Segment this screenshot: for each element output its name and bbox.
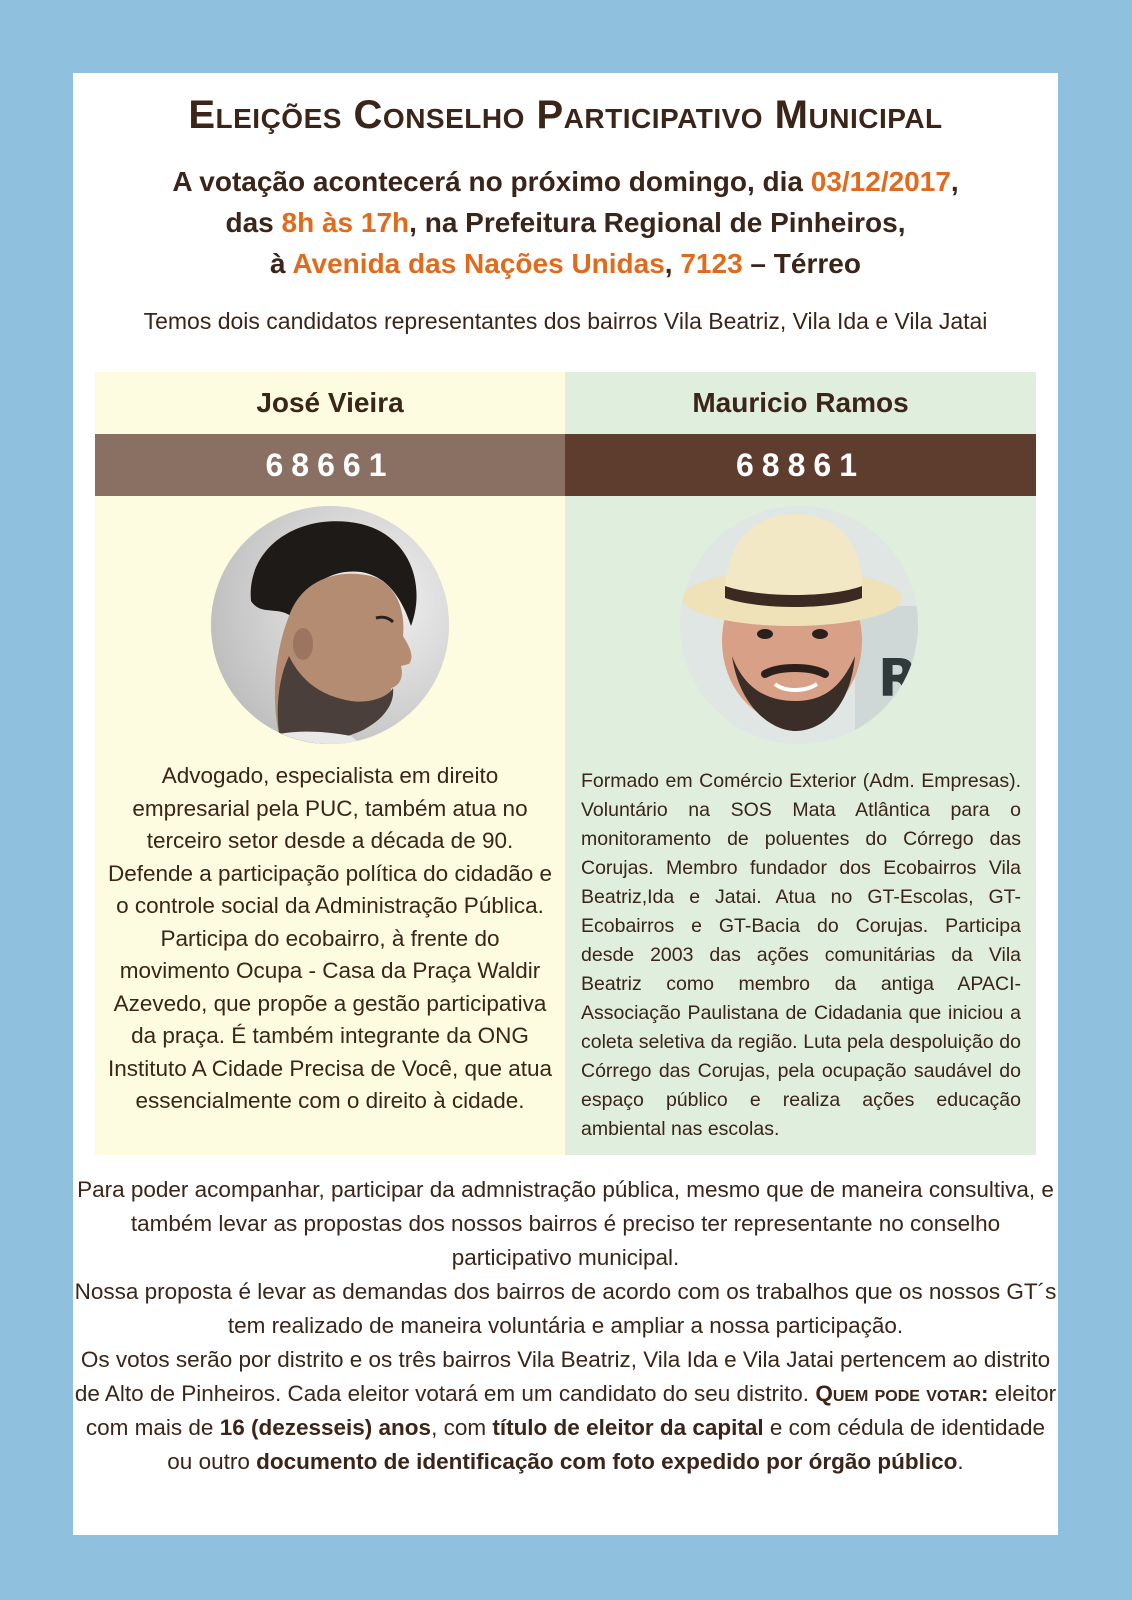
minimum-age: 16 (dezesseis) anos bbox=[219, 1415, 432, 1440]
page-title: Eleições Conselho Participativo Municipal bbox=[188, 93, 943, 137]
footer-paragraph-2: Nossa proposta é levar as demandas dos bairros de acordo com os trabalhos que os nossos GT´s tem realizado de maneira voluntária e ampliar a nossa participação. bbox=[74, 1279, 1057, 1338]
election-hours: 8h às 17h bbox=[281, 207, 410, 238]
candidate-number: 68661 bbox=[95, 434, 565, 496]
footer-paragraph-1: Para poder acompanhar, participar da admnistração pública, mesmo que de maneira consultiva, e também levar as propostas dos nossos bairros é preciso ter representante no conselho participativo municipal. bbox=[77, 1177, 1054, 1270]
photo-id-requirement: documento de identificação com foto expedido por órgão público bbox=[256, 1449, 958, 1474]
candidate-card-jose-vieira bbox=[95, 372, 565, 1155]
election-date: 03/12/2017 bbox=[810, 166, 951, 197]
candidate-bio: Advogado, especialista em direito empresarial pela PUC, também atua no terceiro setor desde a década de 90. Defende a participação política do cidadão e o controle social da Administração Pública. Participa do ecobairro, à frente do movimento Ocupa - Casa da Praça Waldir Azevedo, que propõe a gestão participativa da praça. É também integrante da ONG Instituto A Cidade Precisa de Você, que atua essencialmente com o direito à cidade. bbox=[107, 763, 553, 1113]
footer-paragraph-3: Os votos serão por distrito e os três bairros Vila Beatriz, Vila Ida e Vila Jatai pertencem ao distrito de Alto de Pinheiros. Cada eleitor votará em um candidato do seu distrito. bbox=[74, 1347, 1051, 1406]
candidate-photo-jose-vieira bbox=[211, 506, 449, 744]
candidate-name: José Vieira bbox=[256, 387, 404, 418]
footer-text: Para poder acompanhar, participar da admnistração pública, mesmo que de maneira consultiva, e também levar as propostas dos nossos bairros é preciso ter representante no conselho participativo municipal. Nossa proposta é levar as demandas dos bairros de acordo com os trabalhos que os nossos GT´s tem realizado de maneira voluntária e ampliar a nossa participação. Os votos serão por distrito e os três bairros Vila Beatriz, Vila Ida e Vila Jatai pertencem ao distrito de Alto de Pinheiros. Cada eleitor votará em um candidato do seu distrito. Quem pode votar: eleitor com mais de 16 (dezesseis) anos, com título de eleitor da capital e com cédula de identidade ou outro documento de identificação com foto expedido por órgão público. bbox=[74, 1177, 1057, 1474]
profile-photo-icon bbox=[680, 506, 918, 744]
candidates-intro: Temos dois candidatos representantes dos bairros Vila Beatriz, Vila Ida e Vila Jatai bbox=[143, 308, 988, 334]
candidate-bio: Formado em Comércio Exterior (Adm. Empresas). Voluntário na SOS Mata Atlântica para o monitoramento de poluentes do Córrego das Corujas. Membro fundador dos Ecobairros Vila Beatriz,Ida e Jatai. Atua no GT-Escolas, GT-Ecobairros e GT-Bacia do Corujas. Participa desde 2003 das ações comunitárias da Vila Beatriz como membro da antiga APACI-Associação Paulistana de Cidadania que iniciou a coleta seletiva da região. Luta pela despoluição do Córrego das Corujas, pela ocupação saudável do espaço público e realiza ações educação ambiental nas escolas. bbox=[581, 770, 1021, 1140]
who-can-vote-label: Quem pode votar: bbox=[815, 1381, 989, 1406]
election-notice: A votação acontecerá no próximo domingo, dia 03/12/2017, das 8h às 17h, na Prefeitura Regional de Pinheiros, à Avenida das Nações Unidas, 7123 – Térreo bbox=[172, 166, 959, 279]
candidates-table bbox=[95, 372, 1036, 1155]
flyer-sheet bbox=[73, 73, 1058, 1535]
election-street-number: 7123 bbox=[680, 248, 743, 279]
candidate-number: 68861 bbox=[565, 434, 1036, 496]
candidate-name: Mauricio Ramos bbox=[692, 387, 909, 418]
svg-text:R: R bbox=[878, 649, 918, 709]
election-street: Avenida das Nações Unidas bbox=[292, 248, 665, 279]
candidate-card-mauricio-ramos bbox=[565, 372, 1036, 1155]
candidate-photo-mauricio-ramos bbox=[680, 506, 918, 744]
profile-photo-icon bbox=[211, 506, 449, 744]
voter-title-requirement: título de eleitor da capital bbox=[492, 1415, 764, 1440]
